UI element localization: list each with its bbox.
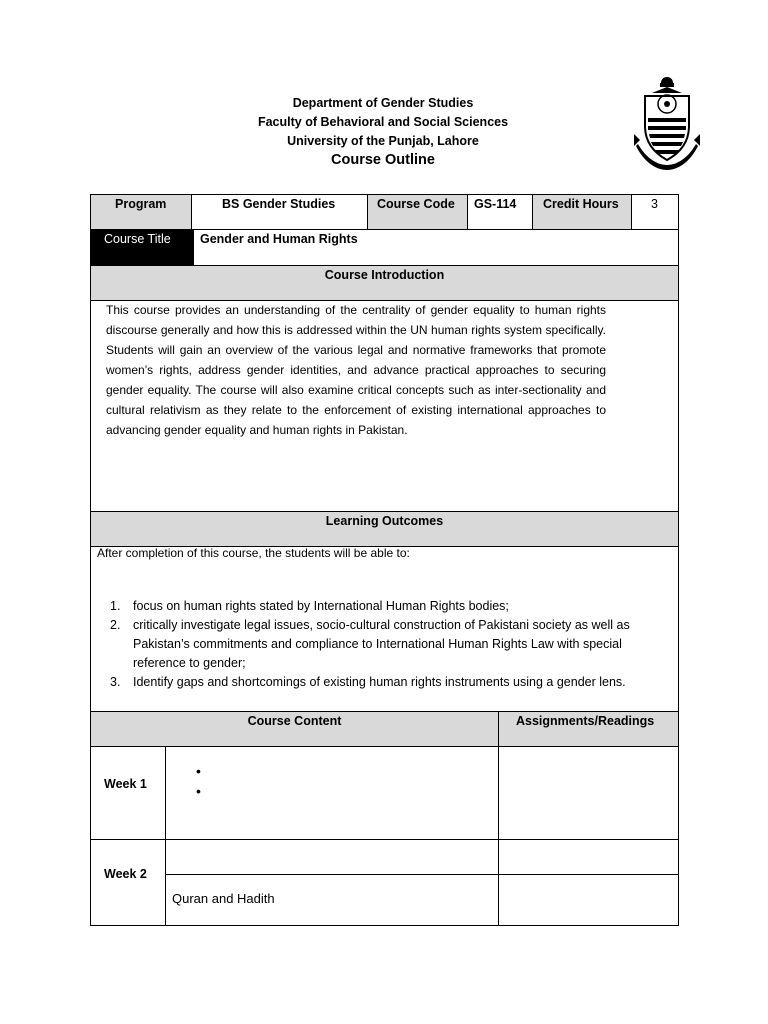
course-content-header-cell [90,711,499,747]
course-title-value-cell [193,229,679,266]
course-title-label-cell [90,229,194,266]
course-code-label-cell [367,194,468,230]
department-name: Department of Gender Studies [292,96,474,110]
faculty-name: Faculty of Behavioral and Social Sciences [257,115,509,129]
week-1-assignments-cell [498,746,679,840]
week-1-bullet: • [196,763,201,779]
week-2-assignments-cell [498,874,679,926]
week-2-content-cell-top [165,839,499,875]
program-label: Program [115,197,167,211]
credit-hours-value: 3 [651,197,658,211]
program-value-cell [191,194,368,230]
document-header [200,94,566,168]
course-introduction-heading-cell [90,265,679,301]
course-code-label: Course Code [377,197,455,211]
list-item [108,673,653,692]
course-title-value: Gender and Human Rights [200,232,358,246]
week-2-assignments-cell-top [498,839,679,875]
course-code-value-cell [467,194,533,230]
list-number: 1. [110,599,121,613]
learning-outcomes-list [108,597,653,692]
week-1-content-cell [165,746,499,840]
credit-hours-value-cell [631,194,679,230]
list-item-text: Identify gaps and shortcomings of existing human rights instruments using a gender lens. [133,675,626,689]
list-item [108,616,653,673]
course-introduction-text: This course provides an understanding of the centrality of gender equality to human rights discourse generally and how this is addressed within the UN human rights system specifically. Students will gain an overview of the various legal and normative frameworks that promote women’s rights, address gender identities, and advance practical approaches to securing gender equality. The course will also examine critical concepts such as inter-sectionality and cultural relativism as they relate to the enforcement of existing international approaches to advancing gender equality and human rights in Pakistan. [106,303,606,437]
credit-hours-label-cell [532,194,632,230]
week-1-label: Week 1 [104,777,147,791]
assignments-header-cell [498,711,679,747]
program-label-cell [90,194,192,230]
list-item [108,597,653,616]
list-item-text: critically investigate legal issues, socio-cultural construction of Pakistani society as well as Pakistan’s commitments and compliance to International Human Rights Law with special reference to gender; [133,618,630,670]
course-title-label: Course Title [104,232,171,246]
week-2-content-text: Quran and Hadith [172,891,275,906]
course-code-value: GS-114 [474,197,517,211]
assignments-header: Assignments/Readings [516,714,655,728]
week-1-label-cell [90,746,166,840]
document-title: Course Outline [331,152,435,168]
university-name: University of the Punjab, Lahore [287,134,479,148]
learning-outcomes-intro: After completion of this course, the students will be able to: [97,546,410,560]
list-number: 2. [110,618,121,632]
week-2-label-cell [90,839,166,926]
list-number: 3. [110,675,121,689]
week-2-content-cell [165,874,499,926]
course-introduction-heading: Course Introduction [324,268,445,282]
learning-outcomes-heading-cell [90,511,679,547]
program-value: BS Gender Studies [222,197,336,211]
credit-hours-label: Credit Hours [543,197,619,211]
course-content-header: Course Content [247,714,342,728]
list-item-text: focus on human rights stated by International Human Rights bodies; [133,599,509,613]
week-1-bullet: • [196,783,201,799]
learning-outcomes-heading: Learning Outcomes [325,514,444,528]
week-2-label: Week 2 [104,867,147,881]
university-crest-logo [630,74,704,178]
